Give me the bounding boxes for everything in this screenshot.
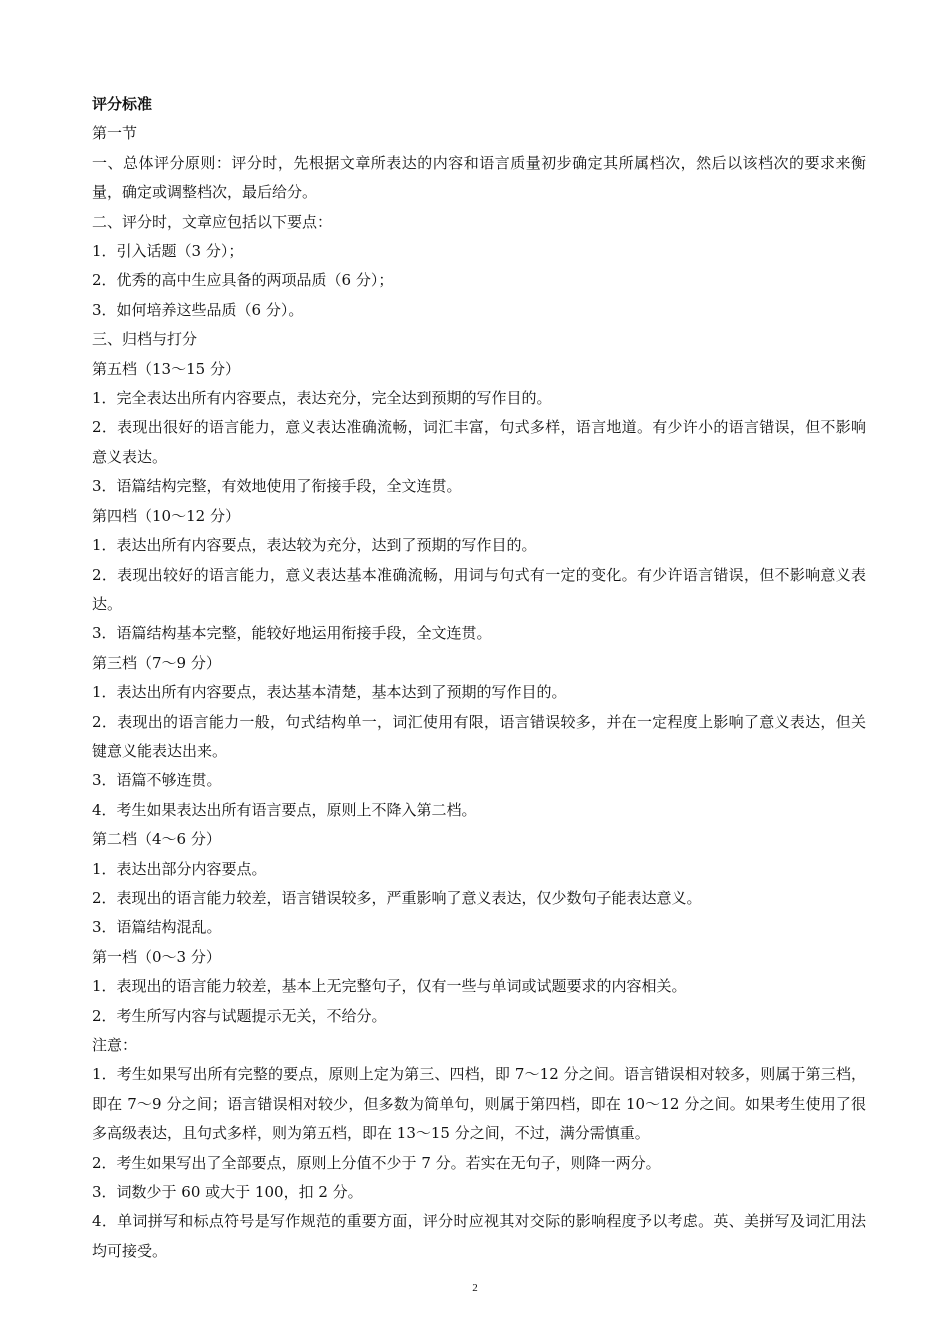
grade-criterion: 3．语篇结构基本完整，能较好地运用衔接手段，全文连贯。 — [92, 624, 492, 643]
grade-criterion: 3．语篇结构混乱。 — [92, 918, 222, 937]
grade-heading: 第二档（4～6 分） — [92, 830, 221, 849]
key-point-item: 1．引入话题（3 分）； — [92, 242, 244, 261]
note-item: 1．考生如果写出所有完整的要点，原则上定为第三、四档，即 7～12 分之间。语言错误相对较多，则属于第三档，即在 7～9 分之间；语言错误相对较少，但多数为简单句，则属于第四档，即在 10～12 分之间。如果考生使用了很多高级表达，且句式多样，则为第五档，即在 13～15 分之间，不过，满分需慎重。 — [92, 1065, 866, 1143]
note-item: 2．考生如果写出了全部要点，原则上分值不少于 7 分。若实在无句子，则降一两分。 — [92, 1153, 661, 1172]
key-point-item: 2．优秀的高中生应具备的两项品质（6 分）； — [92, 271, 394, 290]
key-point-item: 3．如何培养这些品质（6 分）。 — [92, 300, 304, 319]
grade-criterion: 1．表达出所有内容要点，表达基本清楚，基本达到了预期的写作目的。 — [92, 683, 567, 702]
grade-heading: 第五档（13～15 分） — [92, 359, 240, 378]
grade-criterion: 2．表现出较好的语言能力，意义表达基本准确流畅，用词与句式有一定的变化。有少许语言错误，但不影响意义表达。 — [92, 565, 866, 613]
grade-criterion: 1．完全表达出所有内容要点，表达充分，完全达到预期的写作目的。 — [92, 389, 552, 408]
grade-criterion: 2．表现出很好的语言能力，意义表达准确流畅，词汇丰富，句式多样，语言地道。有少许小的语言错误，但不影响意义表达。 — [92, 418, 866, 466]
document-title: 评分标准 — [92, 95, 153, 113]
grade-criterion: 3．语篇不够连贯。 — [92, 771, 222, 790]
grade-heading: 第三档（7～9 分） — [92, 653, 221, 672]
principle-paragraph: 一、总体评分原则：评分时，先根据文章所表达的内容和语言质量初步确定其所属档次，然后以该档次的要求来衡量，确定或调整档次，最后给分。 — [92, 153, 866, 202]
note-item: 4．单词拼写和标点符号是写作规范的重要方面，评分时应视其对交际的影响程度予以考虑。英、美拼写及词汇用法均可接受。 — [92, 1212, 866, 1260]
grade-criterion: 1．表达出所有内容要点，表达较为充分，达到了预期的写作目的。 — [92, 536, 537, 555]
principle-paragraph: 三、归档与打分 — [92, 330, 198, 349]
page-number: 2 — [472, 1282, 478, 1294]
grade-criterion: 3．语篇结构完整，有效地使用了衔接手段，全文连贯。 — [92, 477, 462, 496]
grade-criterion: 2．表现出的语言能力较差，语言错误较多，严重影响了意义表达，仅少数句子能表达意义。 — [92, 888, 702, 907]
grade-criterion: 2．表现出的语言能力一般，句式结构单一，词汇使用有限，语言错误较多，并在一定程度上影响了意义表达，但关键意义能表达出来。 — [92, 712, 866, 760]
grade-criterion: 4．考生如果表达出所有语言要点，原则上不降入第二档。 — [92, 800, 477, 819]
section-heading: 第一节 — [92, 124, 138, 143]
grade-heading: 第一档（0～3 分） — [92, 947, 221, 966]
grade-criterion: 1．表现出的语言能力较差，基本上无完整句子，仅有一些与单词或试题要求的内容相关。 — [92, 977, 687, 996]
note-item: 3．词数少于 60 或大于 100，扣 2 分。 — [92, 1183, 363, 1202]
grade-criterion: 1．表达出部分内容要点。 — [92, 859, 267, 878]
notes-heading: 注意： — [92, 1036, 138, 1054]
principle-paragraph: 二、评分时，文章应包括以下要点： — [92, 212, 333, 231]
document-body — [92, 90, 866, 1266]
grade-criterion: 2．考生所写内容与试题提示无关，不给分。 — [92, 1006, 387, 1025]
grade-heading: 第四档（10～12 分） — [92, 506, 240, 525]
